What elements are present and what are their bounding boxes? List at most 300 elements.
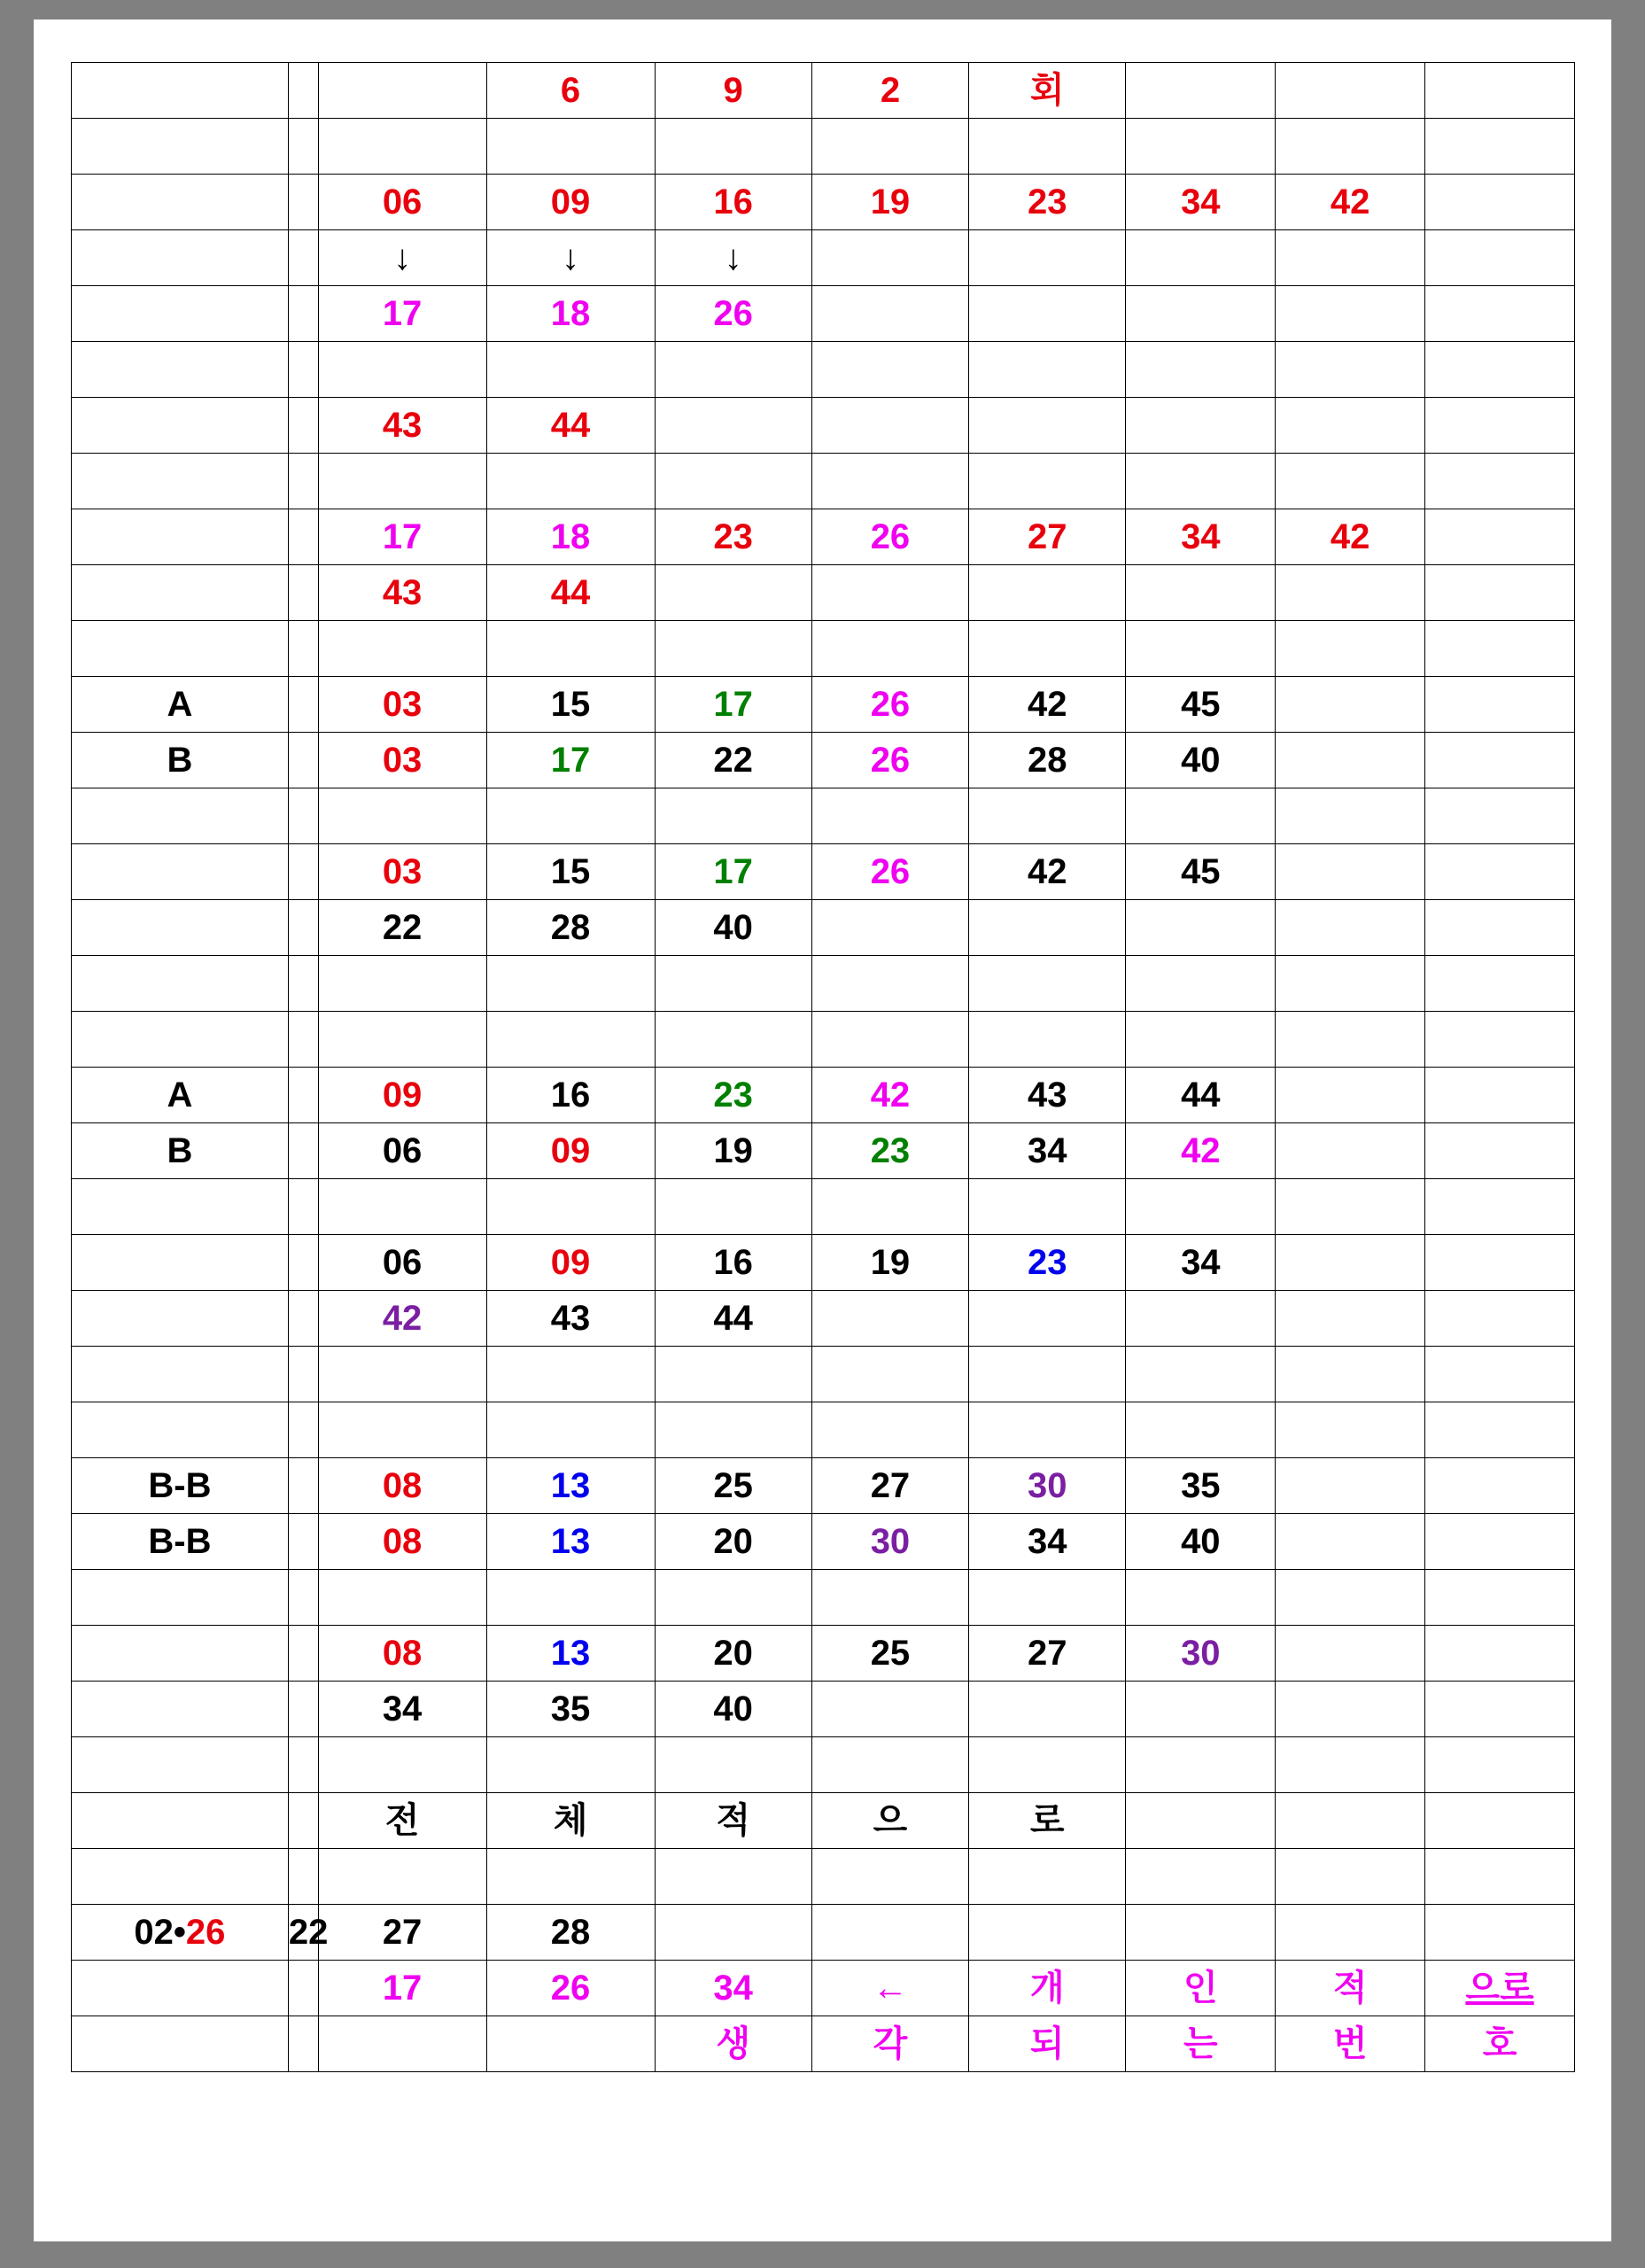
- cell-5-4: [655, 342, 811, 398]
- cell-32-7: [1126, 1849, 1276, 1905]
- row-spacer-5: [72, 788, 1575, 844]
- cell-8-3: 18: [486, 509, 655, 565]
- table-body: [72, 63, 1575, 2072]
- row-set3-bb-1: [72, 1458, 1575, 1514]
- cell-34-2: 17: [318, 1961, 486, 2016]
- cell-0-8: [1276, 63, 1425, 119]
- cell-14-6: 42: [969, 844, 1126, 900]
- cell-26-5: 30: [811, 1514, 968, 1570]
- cell-14-8: [1276, 844, 1425, 900]
- cell-28-6: 27: [969, 1626, 1126, 1682]
- cell-21-6: 23: [969, 1235, 1126, 1291]
- cell-9-1: [288, 565, 318, 621]
- row-set3-merged-2: [72, 1682, 1575, 1737]
- cell-1-0: [72, 119, 289, 175]
- cell-30-9: [1425, 1737, 1575, 1793]
- cell-29-4: 40: [655, 1682, 811, 1737]
- cell-22-9: [1425, 1291, 1575, 1347]
- cell-23-1: [288, 1347, 318, 1402]
- cell-12-8: [1276, 733, 1425, 788]
- cell-33-1: 22: [288, 1905, 318, 1961]
- cell-4-1: [288, 286, 318, 342]
- cell-34-7: 인: [1126, 1961, 1276, 2016]
- cell-12-3: 17: [486, 733, 655, 788]
- cell-11-4: 17: [655, 677, 811, 733]
- cell-33-0: 02•26: [72, 1905, 289, 1961]
- row-final-numbers-2: [72, 1961, 1575, 2016]
- cell-13-7: [1126, 788, 1276, 844]
- cell-7-3: [486, 454, 655, 509]
- row-label-jeonchejeogeuro: [72, 1793, 1575, 1849]
- cell-16-4: [655, 956, 811, 1012]
- cell-7-2: [318, 454, 486, 509]
- row-draw-numbers: [72, 175, 1575, 230]
- cell-18-0: A: [72, 1068, 289, 1123]
- cell-30-7: [1126, 1737, 1276, 1793]
- cell-6-6: [969, 398, 1126, 454]
- document-page: [34, 19, 1611, 2241]
- cell-30-8: [1276, 1737, 1425, 1793]
- row-set2-merged-2: [72, 1291, 1575, 1347]
- row-set1-b: [72, 733, 1575, 788]
- cell-28-2: 08: [318, 1626, 486, 1682]
- cell-35-1: [288, 2016, 318, 2072]
- cell-7-5: [811, 454, 968, 509]
- cell-31-5: 으: [811, 1793, 968, 1849]
- cell-24-2: [318, 1402, 486, 1458]
- cell-34-5: ←: [811, 1961, 968, 2016]
- cell-28-9: [1425, 1626, 1575, 1682]
- cell-3-6: [969, 230, 1126, 286]
- cell-1-5: [811, 119, 968, 175]
- cell-24-6: [969, 1402, 1126, 1458]
- cell-18-2: 09: [318, 1068, 486, 1123]
- cell-27-1: [288, 1570, 318, 1626]
- cell-7-8: [1276, 454, 1425, 509]
- cell-14-0: [72, 844, 289, 900]
- cell-4-2: 17: [318, 286, 486, 342]
- cell-2-4: 16: [655, 175, 811, 230]
- cell-18-5: 42: [811, 1068, 968, 1123]
- cell-2-7: 34: [1126, 175, 1276, 230]
- cell-8-5: 26: [811, 509, 968, 565]
- cell-32-4: [655, 1849, 811, 1905]
- cell-34-9: 으로: [1425, 1961, 1575, 2016]
- cell-19-4: 19: [655, 1123, 811, 1179]
- cell-1-6: [969, 119, 1126, 175]
- cell-9-3: 44: [486, 565, 655, 621]
- cell-33-7: [1126, 1905, 1276, 1961]
- cell-9-9: [1425, 565, 1575, 621]
- cell-6-3: 44: [486, 398, 655, 454]
- cell-5-1: [288, 342, 318, 398]
- row-set1-a: [72, 677, 1575, 733]
- cell-3-1: [288, 230, 318, 286]
- cell-14-1: [288, 844, 318, 900]
- cell-16-0: [72, 956, 289, 1012]
- cell-1-7: [1126, 119, 1276, 175]
- cell-17-7: [1126, 1012, 1276, 1068]
- cell-34-4: 34: [655, 1961, 811, 2016]
- cell-25-0: B-B: [72, 1458, 289, 1514]
- cell-31-6: 로: [969, 1793, 1126, 1849]
- cell-19-0: B: [72, 1123, 289, 1179]
- cell-23-2: [318, 1347, 486, 1402]
- cell-31-0: [72, 1793, 289, 1849]
- cell-31-7: [1126, 1793, 1276, 1849]
- cell-15-8: [1276, 900, 1425, 956]
- cell-35-4: 생: [655, 2016, 811, 2072]
- cell-3-5: [811, 230, 968, 286]
- cell-2-9: [1425, 175, 1575, 230]
- cell-21-1: [288, 1235, 318, 1291]
- cell-7-7: [1126, 454, 1276, 509]
- cell-19-3: 09: [486, 1123, 655, 1179]
- cell-23-6: [969, 1347, 1126, 1402]
- cell-35-0: [72, 2016, 289, 2072]
- cell-11-8: [1276, 677, 1425, 733]
- cell-21-2: 06: [318, 1235, 486, 1291]
- cell-26-8: [1276, 1514, 1425, 1570]
- cell-17-5: [811, 1012, 968, 1068]
- cell-26-9: [1425, 1514, 1575, 1570]
- cell-8-1: [288, 509, 318, 565]
- cell-10-2: [318, 621, 486, 677]
- cell-33-2: 27: [318, 1905, 486, 1961]
- cell-24-5: [811, 1402, 968, 1458]
- cell-8-2: 17: [318, 509, 486, 565]
- cell-21-4: 16: [655, 1235, 811, 1291]
- row-set2-a: [72, 1068, 1575, 1123]
- cell-28-8: [1276, 1626, 1425, 1682]
- cell-32-1: [288, 1849, 318, 1905]
- cell-29-3: 35: [486, 1682, 655, 1737]
- cell-15-0: [72, 900, 289, 956]
- cell-11-1: [288, 677, 318, 733]
- cell-32-2: [318, 1849, 486, 1905]
- cell-1-1: [288, 119, 318, 175]
- cell-22-2: 42: [318, 1291, 486, 1347]
- cell-30-6: [969, 1737, 1126, 1793]
- cell-34-6: 개: [969, 1961, 1126, 2016]
- cell-3-2: ↓: [318, 230, 486, 286]
- row-set3-merged-1: [72, 1626, 1575, 1682]
- cell-21-8: [1276, 1235, 1425, 1291]
- cell-20-5: [811, 1179, 968, 1235]
- cell-10-3: [486, 621, 655, 677]
- cell-29-2: 34: [318, 1682, 486, 1737]
- cell-26-0: B-B: [72, 1514, 289, 1570]
- cell-3-9: [1425, 230, 1575, 286]
- cell-18-3: 16: [486, 1068, 655, 1123]
- cell-18-7: 44: [1126, 1068, 1276, 1123]
- cell-18-4: 23: [655, 1068, 811, 1123]
- cell-0-0: [72, 63, 289, 119]
- cell-20-1: [288, 1179, 318, 1235]
- cell-6-4: [655, 398, 811, 454]
- cell-0-7: [1126, 63, 1276, 119]
- cell-9-6: [969, 565, 1126, 621]
- cell-16-6: [969, 956, 1126, 1012]
- cell-20-8: [1276, 1179, 1425, 1235]
- cell-13-3: [486, 788, 655, 844]
- cell-29-7: [1126, 1682, 1276, 1737]
- row-spacer-4: [72, 621, 1575, 677]
- cell-12-2: 03: [318, 733, 486, 788]
- cell-22-0: [72, 1291, 289, 1347]
- cell-3-4: ↓: [655, 230, 811, 286]
- cell-35-6: 되: [969, 2016, 1126, 2072]
- row-spacer-7: [72, 1012, 1575, 1068]
- cell-17-8: [1276, 1012, 1425, 1068]
- row-final-syllables: [72, 2016, 1575, 2072]
- cell-26-1: [288, 1514, 318, 1570]
- cell-5-7: [1126, 342, 1276, 398]
- cell-30-3: [486, 1737, 655, 1793]
- cell-26-6: 34: [969, 1514, 1126, 1570]
- cell-25-8: [1276, 1458, 1425, 1514]
- cell-23-3: [486, 1347, 655, 1402]
- cell-11-3: 15: [486, 677, 655, 733]
- cell-2-8: 42: [1276, 175, 1425, 230]
- cell-27-2: [318, 1570, 486, 1626]
- cell-24-3: [486, 1402, 655, 1458]
- cell-23-4: [655, 1347, 811, 1402]
- cell-2-3: 09: [486, 175, 655, 230]
- cell-10-8: [1276, 621, 1425, 677]
- cell-8-8: 42: [1276, 509, 1425, 565]
- cell-8-4: 23: [655, 509, 811, 565]
- cell-3-8: [1276, 230, 1425, 286]
- cell-32-0: [72, 1849, 289, 1905]
- row-spacer-9: [72, 1347, 1575, 1402]
- cell-18-8: [1276, 1068, 1425, 1123]
- cell-6-2: 43: [318, 398, 486, 454]
- cell-35-8: 번: [1276, 2016, 1425, 2072]
- cell-15-2: 22: [318, 900, 486, 956]
- cell-11-2: 03: [318, 677, 486, 733]
- cell-19-9: [1425, 1123, 1575, 1179]
- cell-14-5: 26: [811, 844, 968, 900]
- cell-12-7: 40: [1126, 733, 1276, 788]
- cell-30-4: [655, 1737, 811, 1793]
- cell-11-5: 26: [811, 677, 968, 733]
- cell-2-6: 23: [969, 175, 1126, 230]
- cell-9-0: [72, 565, 289, 621]
- cell-25-2: 08: [318, 1458, 486, 1514]
- cell-25-5: 27: [811, 1458, 968, 1514]
- cell-13-8: [1276, 788, 1425, 844]
- cell-10-0: [72, 621, 289, 677]
- cell-20-4: [655, 1179, 811, 1235]
- cell-17-6: [969, 1012, 1126, 1068]
- cell-34-1: [288, 1961, 318, 2016]
- cell-21-9: [1425, 1235, 1575, 1291]
- cell-22-5: [811, 1291, 968, 1347]
- cell-6-7: [1126, 398, 1276, 454]
- row-set1-merged-2: [72, 900, 1575, 956]
- cell-15-5: [811, 900, 968, 956]
- cell-5-5: [811, 342, 968, 398]
- cell-19-6: 34: [969, 1123, 1126, 1179]
- cell-15-3: 28: [486, 900, 655, 956]
- cell-1-4: [655, 119, 811, 175]
- cell-8-0: [72, 509, 289, 565]
- cell-4-6: [969, 286, 1126, 342]
- cell-0-9: [1425, 63, 1575, 119]
- cell-24-4: [655, 1402, 811, 1458]
- cell-22-3: 43: [486, 1291, 655, 1347]
- cell-25-1: [288, 1458, 318, 1514]
- cell-17-3: [486, 1012, 655, 1068]
- cell-30-0: [72, 1737, 289, 1793]
- cell-28-4: 20: [655, 1626, 811, 1682]
- cell-15-9: [1425, 900, 1575, 956]
- cell-14-7: 45: [1126, 844, 1276, 900]
- cell-16-3: [486, 956, 655, 1012]
- cell-27-6: [969, 1570, 1126, 1626]
- cell-22-8: [1276, 1291, 1425, 1347]
- row-combined-1: [72, 509, 1575, 565]
- row-set1-merged-1: [72, 844, 1575, 900]
- cell-4-9: [1425, 286, 1575, 342]
- cell-6-9: [1425, 398, 1575, 454]
- cell-2-0: [72, 175, 289, 230]
- cell-17-2: [318, 1012, 486, 1068]
- cell-22-6: [969, 1291, 1126, 1347]
- cell-23-5: [811, 1347, 968, 1402]
- cell-10-9: [1425, 621, 1575, 677]
- row-spacer-12: [72, 1737, 1575, 1793]
- cell-34-0: [72, 1961, 289, 2016]
- cell-17-1: [288, 1012, 318, 1068]
- cell-13-0: [72, 788, 289, 844]
- row-spacer-11: [72, 1570, 1575, 1626]
- cell-29-0: [72, 1682, 289, 1737]
- cell-8-6: 27: [969, 509, 1126, 565]
- cell-9-8: [1276, 565, 1425, 621]
- cell-29-1: [288, 1682, 318, 1737]
- cell-13-1: [288, 788, 318, 844]
- cell-0-1: [288, 63, 318, 119]
- row-set3-bb-2: [72, 1514, 1575, 1570]
- cell-19-1: [288, 1123, 318, 1179]
- cell-15-6: [969, 900, 1126, 956]
- cell-23-0: [72, 1347, 289, 1402]
- cell-25-7: 35: [1126, 1458, 1276, 1514]
- cell-14-2: 03: [318, 844, 486, 900]
- cell-26-3: 13: [486, 1514, 655, 1570]
- cell-1-9: [1425, 119, 1575, 175]
- cell-9-5: [811, 565, 968, 621]
- cell-2-5: 19: [811, 175, 968, 230]
- cell-9-7: [1126, 565, 1276, 621]
- cell-32-5: [811, 1849, 968, 1905]
- row-mapped-numbers: [72, 286, 1575, 342]
- row-set2-b: [72, 1123, 1575, 1179]
- cell-29-6: [969, 1682, 1126, 1737]
- cell-12-0: B: [72, 733, 289, 788]
- analysis-table: [71, 62, 1575, 2072]
- cell-12-4: 22: [655, 733, 811, 788]
- cell-33-4: [655, 1905, 811, 1961]
- cell-16-9: [1425, 956, 1575, 1012]
- cell-31-2: 전: [318, 1793, 486, 1849]
- cell-4-8: [1276, 286, 1425, 342]
- cell-10-6: [969, 621, 1126, 677]
- cell-16-2: [318, 956, 486, 1012]
- cell-13-9: [1425, 788, 1575, 844]
- cell-31-1: [288, 1793, 318, 1849]
- cell-18-6: 43: [969, 1068, 1126, 1123]
- cell-6-5: [811, 398, 968, 454]
- cell-21-3: 09: [486, 1235, 655, 1291]
- cell-24-7: [1126, 1402, 1276, 1458]
- cell-35-7: 는: [1126, 2016, 1276, 2072]
- cell-0-4: 9: [655, 63, 811, 119]
- cell-10-5: [811, 621, 968, 677]
- cell-31-3: 체: [486, 1793, 655, 1849]
- cell-13-6: [969, 788, 1126, 844]
- cell-14-3: 15: [486, 844, 655, 900]
- cell-19-2: 06: [318, 1123, 486, 1179]
- cell-27-9: [1425, 1570, 1575, 1626]
- cell-11-7: 45: [1126, 677, 1276, 733]
- cell-22-1: [288, 1291, 318, 1347]
- row-spacer-6: [72, 956, 1575, 1012]
- cell-21-0: [72, 1235, 289, 1291]
- cell-13-5: [811, 788, 968, 844]
- cell-4-0: [72, 286, 289, 342]
- cell-18-1: [288, 1068, 318, 1123]
- cell-35-9: 호: [1425, 2016, 1575, 2072]
- cell-20-0: [72, 1179, 289, 1235]
- cell-0-5: 2: [811, 63, 968, 119]
- cell-5-0: [72, 342, 289, 398]
- cell-7-0: [72, 454, 289, 509]
- cell-3-3: ↓: [486, 230, 655, 286]
- cell-34-3: 26: [486, 1961, 655, 2016]
- cell-9-4: [655, 565, 811, 621]
- cell-12-6: 28: [969, 733, 1126, 788]
- cell-27-5: [811, 1570, 968, 1626]
- cell-1-2: [318, 119, 486, 175]
- cell-32-8: [1276, 1849, 1425, 1905]
- cell-28-7: 30: [1126, 1626, 1276, 1682]
- cell-27-4: [655, 1570, 811, 1626]
- cell-0-6: 회: [969, 63, 1126, 119]
- cell-16-1: [288, 956, 318, 1012]
- cell-33-3: 28: [486, 1905, 655, 1961]
- cell-8-9: [1425, 509, 1575, 565]
- cell-33-6: [969, 1905, 1126, 1961]
- cell-32-6: [969, 1849, 1126, 1905]
- cell-29-5: [811, 1682, 968, 1737]
- cell-32-3: [486, 1849, 655, 1905]
- cell-5-2: [318, 342, 486, 398]
- row-spacer-1: [72, 119, 1575, 175]
- cell-25-4: 25: [655, 1458, 811, 1514]
- cell-5-8: [1276, 342, 1425, 398]
- cell-24-9: [1425, 1402, 1575, 1458]
- cell-26-2: 08: [318, 1514, 486, 1570]
- row-spacer-8: [72, 1179, 1575, 1235]
- cell-35-5: 각: [811, 2016, 968, 2072]
- cell-24-0: [72, 1402, 289, 1458]
- cell-22-7: [1126, 1291, 1276, 1347]
- cell-0-3: 6: [486, 63, 655, 119]
- cell-33-5: [811, 1905, 968, 1961]
